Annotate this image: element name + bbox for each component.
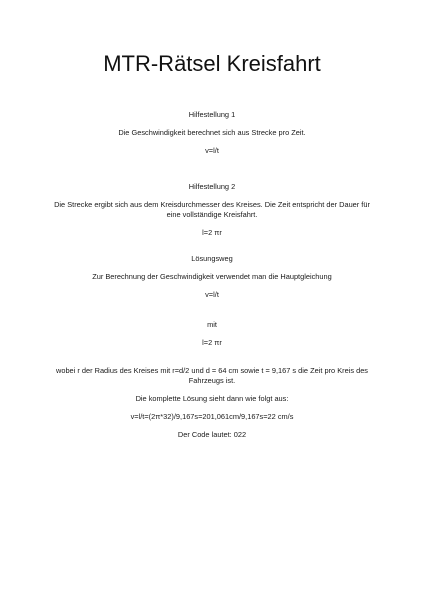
solution-intro: Zur Berechnung der Geschwindigkeit verwendet man die Hauptgleichung: [92, 272, 332, 281]
hint2-formula: l=2 πr: [202, 228, 222, 237]
solution-complete-formula: v=l/t=(2π*32)/9,167s=201,061cm/9,167s=22 cm/s: [130, 412, 294, 421]
hint1-formula: v=l/t: [205, 146, 219, 155]
hint2-heading: Hilfestellung 2: [188, 182, 236, 191]
hint1-text: Die Geschwindigkeit berechnet sich aus Strecke pro Zeit.: [118, 128, 306, 137]
solution-formula-1: v=l/t: [205, 290, 219, 299]
solution-complete-intro: Die komplette Lösung sieht dann wie folgt aus:: [135, 394, 289, 403]
solution-with: mit: [207, 320, 217, 329]
solution-code: Der Code lautet: 022: [177, 430, 247, 439]
solution-explanation: wobei r der Radius des Kreises mit r=d/2 und d = 64 cm sowie t = 9,167 s die Zeit pro Kreis des Fahrzeugs ist.: [56, 366, 368, 385]
solution-heading: Lösungsweg: [191, 254, 233, 263]
document-title: MTR-Rätsel Kreisfahrt: [103, 51, 321, 76]
hint2-text: Die Strecke ergibt sich aus dem Kreisdurchmesser des Kreises. Die Zeit entspricht der Dauer für eine vollständige Kreisfahrt.: [54, 200, 370, 219]
hint1-heading: Hilfestellung 1: [188, 110, 236, 119]
solution-formula-2: l=2 πr: [202, 338, 222, 347]
